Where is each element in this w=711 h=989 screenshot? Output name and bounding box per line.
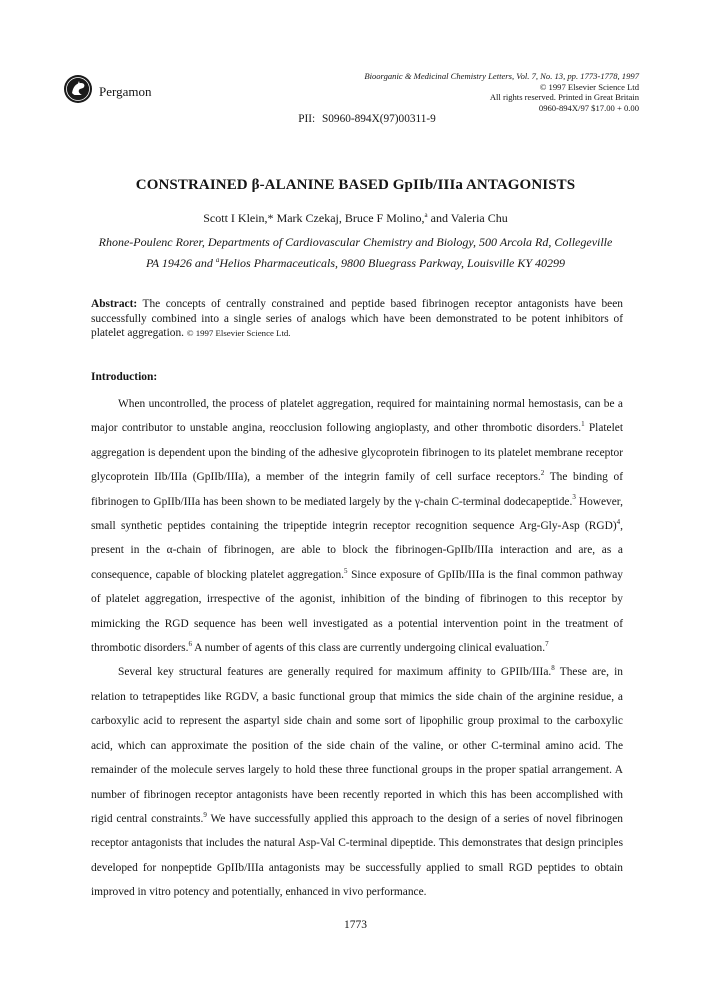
- paragraph: [91, 392, 623, 660]
- text-run: When uncontrolled, the process of platelet aggregation, required for maintaining normal hemostasis, can be a major contributor to unstable angina, reocclusion following angioplasty, and other thrombotic disorders.: [91, 398, 623, 435]
- text-run: , present in the α-chain of fibrinogen, are able to block the fibrinogen-GpIIb/IIIa interaction and are, as a consequence, capable of blocking platelet aggregation.: [91, 520, 623, 581]
- paper-title: CONSTRAINED β-ALANINE BASED GpIIb/IIIa ANTAGONISTS: [135, 177, 576, 193]
- text-run: Platelet aggregation is dependent upon the binding of the adhesive glycoprotein fibrinogen to its platelet membrane receptor glycoprotein IIb/IIIa (GpIIb/IIIa), a member of the integrin family of cell surface receptors.: [91, 422, 623, 484]
- author-list: [0, 211, 711, 226]
- reference-mark[interactable]: 1: [581, 420, 585, 429]
- author-name: and Valeria Chu: [430, 211, 508, 225]
- author-name: Scott I Klein,*: [203, 211, 274, 225]
- body-text: [91, 392, 623, 905]
- affiliation-text: Helios Pharmaceuticals, 9800 Bluegrass Parkway, Louisville KY 40299: [219, 256, 566, 270]
- rights-line: All rights reserved. Printed in Great Britain: [489, 92, 639, 103]
- abstract-copyright: © 1997 Elsevier Science Ltd.: [186, 328, 291, 338]
- section-heading: Introduction:: [91, 371, 158, 383]
- author-name: Bruce F Molino,: [344, 211, 425, 225]
- paragraph: [91, 660, 623, 904]
- author-name: Mark Czekaj,: [276, 211, 342, 225]
- abstract-text: The concepts of centrally constrained and peptide based fibrinogen receptor antagonists have been successfully combined into a single series of analogs which have been demonstrated to be potent inhibitors of platelet aggregation.: [91, 298, 623, 339]
- pii-code: S0960-894X(97)00311-9: [321, 113, 436, 125]
- pergamon-logo: [63, 74, 93, 104]
- affiliation-text: PA 19426 and: [145, 256, 213, 270]
- reference-mark[interactable]: 9: [203, 810, 207, 819]
- reference-mark[interactable]: 4: [616, 517, 621, 526]
- affiliation-mark: a: [215, 255, 220, 264]
- text-run: Several key structural features are generally required for maximum affinity to GPIIb/IIIa.: [118, 666, 552, 679]
- price-line: 0960-894X/97 $17.00 + 0.00: [538, 102, 639, 113]
- publisher-name: Pergamon: [99, 84, 152, 99]
- text-run: Since exposure of GpIIb/IIIa is the final common pathway of platelet aggregation, irrespective of the agonist, inhibition of the binding of fibrinogen to this receptor by mimicking the RGD sequence has been well investigated as a potential intervention point in the treatment of thrombotic disorders.: [91, 568, 623, 655]
- reference-mark[interactable]: 8: [551, 664, 555, 673]
- copyright-line: © 1997 Elsevier Science Ltd: [539, 81, 639, 92]
- text-run: A number of agents of this class are currently undergoing clinical evaluation.: [191, 642, 546, 655]
- page-number: 1773: [344, 919, 367, 931]
- abstract-label: Abstract:: [91, 298, 138, 310]
- reference-mark[interactable]: 6: [188, 639, 192, 648]
- affiliation-mark: a: [424, 210, 428, 219]
- reference-mark[interactable]: 7: [545, 639, 549, 648]
- text-run: These are, in relation to tetrapeptides like RGDV, a basic functional group that mimics the side chain of the arginine residue, a carboxylic acid to represent the aspartyl side chain and some sort of lipophilic group proximal to the carboxylic acid, which can approximate the position of the side chain of the valine, or other C-terminal amino acid. The remainder of the molecule serves largely to hold these three functional groups in the proper spatial arrangement. A number of fibrinogen receptor antagonists have been recently reported in which this has been accomplished with rigid central constraints.: [91, 666, 623, 825]
- pii-line: [0, 113, 711, 125]
- journal-citation: Bioorganic & Medicinal Chemistry Letters, Vol. 7, No. 13, pp. 1773-1778, 1997: [364, 71, 639, 81]
- affiliation-line: Rhone-Poulenc Rorer, Departments of Cardiovascular Chemistry and Biology, 500 Arcola Rd, Collegeville: [98, 235, 613, 249]
- text-run: We have successfully applied this approach to the design of a series of novel fibrinogen receptor antagonists that includes the natural Asp-Val C-terminal dipeptide. This demonstrates that design principles developed for nonpeptide GpIIb/IIIa antagonists may be successfully applied to small RGD peptides to obtain improved in vitro potency and potentially, enhanced in vivo performance.: [91, 812, 623, 899]
- text-run: The binding of fibrinogen to GpIIb/IIIa has been shown to be mediated largely by the γ-chain C-terminal dodecapeptide.: [91, 471, 623, 508]
- reference-mark[interactable]: 2: [540, 468, 545, 477]
- journal-info: [364, 71, 639, 113]
- abstract: [91, 297, 623, 341]
- affiliation-line: [0, 256, 711, 271]
- reference-mark[interactable]: 3: [572, 493, 576, 502]
- reference-mark[interactable]: 5: [344, 566, 348, 575]
- pii-label: PII:: [298, 113, 316, 125]
- text-run: However, small synthetic peptides containing the tripeptide integrin receptor recognition sequence Arg-Gly-Asp (RGD): [91, 495, 623, 533]
